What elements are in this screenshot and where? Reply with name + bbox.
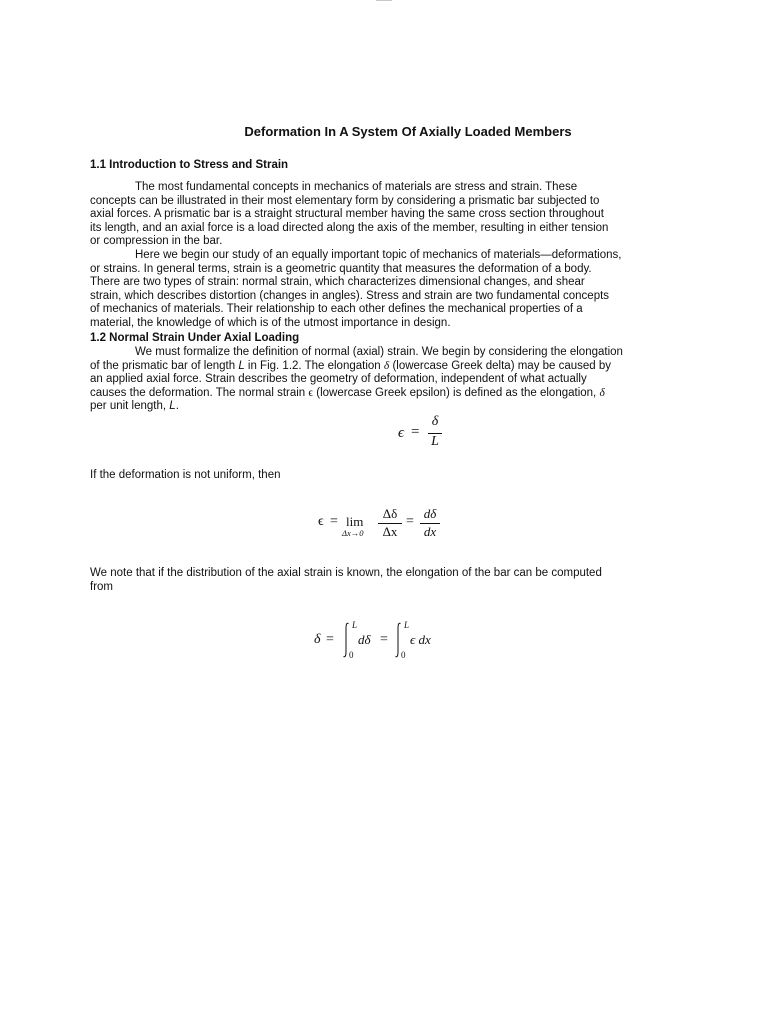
intro-paragraph <box>90 181 726 331</box>
normal-strain-paragraph <box>90 346 726 414</box>
eq-equals: = <box>330 514 338 529</box>
distribution-paragraph <box>90 567 726 594</box>
eq-equals: = <box>380 632 388 647</box>
eq-equals: = <box>411 424 420 440</box>
symbol-epsilon: ϵ <box>308 386 314 399</box>
nonuniform-text: If the deformation is not uniform, then <box>90 469 281 481</box>
symbol-L: L <box>169 400 176 413</box>
eq-frac2-numerator: dδ <box>423 506 437 521</box>
text-line: We must formalize the definition of normal (axial) strain. We begin by considering the elongation <box>135 346 623 358</box>
eq-epsilon: ϵ <box>398 425 405 441</box>
text-line: axial forces. A prismatic bar is a straight structural member having the same cross section throughout <box>90 208 604 221</box>
text-line: from <box>90 580 113 593</box>
text-line: of mechanics of materials. Their relationship to each other defines the mechanical properties of a <box>90 303 583 316</box>
text-line: material, the knowledge of which is of the utmost importance in design. <box>90 316 451 329</box>
eq-lower-limit: 0 <box>349 650 354 660</box>
text-segment: (lowercase Greek epsilon) is defined as the elongation, <box>313 386 600 399</box>
text-line: an applied axial force. Strain describes the geometry of deformation, independent of what actually <box>90 373 587 386</box>
eq-frac1-numerator: Δδ <box>382 506 398 521</box>
text-line: There are two types of strain: normal strain, which characterizes dimensional changes, and shear <box>90 276 585 289</box>
text-line: strain, which describes distortion (changes in angles). Stress and strain are two fundamental concepts <box>90 289 610 302</box>
eq-lower-limit: 0 <box>401 650 406 660</box>
eq-integrand: dδ <box>358 632 371 647</box>
eq-frac1-denominator: Δx <box>382 524 398 539</box>
text-line <box>90 360 726 374</box>
text-line <box>90 387 726 401</box>
text-line: The most fundamental concepts in mechanics of materials are stress and strain. These <box>135 181 578 193</box>
eq-limit-subscript: Δx→0 <box>342 528 364 538</box>
eq-upper-limit: L <box>404 620 410 630</box>
section-heading-1-2: 1.2 Normal Strain Under Axial Loading <box>90 332 300 344</box>
eq-equals: = <box>326 632 334 647</box>
eq-equals: = <box>406 514 414 529</box>
text-line: or compression in the bar. <box>90 235 223 248</box>
text-segment: per unit length, <box>90 400 170 413</box>
eq-epsilon: ϵ <box>318 514 324 529</box>
text-segment: causes the deformation. The normal strain <box>90 386 309 399</box>
eq-frac2-denominator: dx <box>423 524 437 539</box>
eq-denominator: L <box>431 434 439 449</box>
text-segment: in Fig. 1.2. The elongation <box>244 359 384 372</box>
top-edge-mark <box>376 0 392 1</box>
elongation-integral-equation <box>312 620 452 664</box>
eq-delta: δ <box>314 632 321 647</box>
symbol-delta: δ <box>383 359 390 372</box>
page-title: Deformation In A System Of Axially Loaded Members <box>244 124 572 139</box>
text-line <box>90 400 726 414</box>
symbol-delta: δ <box>599 386 605 399</box>
eq-integrand: ϵ dx <box>410 632 431 647</box>
text-segment: of the prismatic bar of length <box>90 359 239 372</box>
text-segment: (lowercase Greek delta) may be caused by <box>389 359 612 372</box>
eq-upper-limit: L <box>352 620 358 630</box>
text-line: concepts can be illustrated in their most elementary form by considering a prismatic bar subjected to <box>90 194 600 207</box>
text-line: its length, and an axial force is a load directed along the axis of the member, resulting in either tension <box>90 221 609 234</box>
eq-limit: lim <box>346 514 364 529</box>
text-line: or strains. In general terms, strain is a geometric quantity that measures the deformation of a body. <box>90 262 592 275</box>
text-line: Here we begin our study of an equally important topic of mechanics of materials—deformations, <box>135 248 622 261</box>
eq-numerator: δ <box>431 414 439 429</box>
symbol-L: L <box>238 359 245 372</box>
text-line: We note that if the distribution of the axial strain is known, the elongation of the bar can be computed <box>90 567 602 579</box>
nonuniform-strain-equation <box>316 506 446 542</box>
text-segment: . <box>175 400 179 413</box>
strain-definition-equation <box>396 414 456 454</box>
section-heading-1-1: 1.1 Introduction to Stress and Strain <box>90 159 289 171</box>
